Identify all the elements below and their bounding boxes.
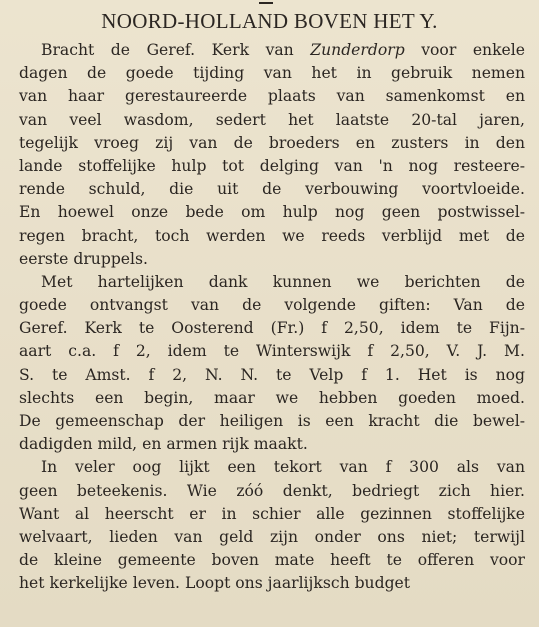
text-line: van veel wasdom, sedert het laatste 20-tal jaren, [19,110,525,129]
text-line: tegelijk vroeg zij van de broeders en zusters in den [19,133,525,152]
italic-place-name: Zunderdorp [310,41,405,59]
text-line: dagen de goede tijding van het in gebruik nemen [19,64,525,83]
text-line: Met hartelijken dank kunnen we berichten de [41,272,525,291]
article-heading: NOORD-HOLLAND BOVEN HET Y. [101,9,438,33]
text-line: slechts een begin, maar we hebben goeden moed. [19,388,525,407]
text-line: van haar gerestaureerde plaats van samenkomst en [19,87,525,106]
text-line: Want al heerscht er in schier alle gezinnen stoffelijke [19,504,525,523]
text-line: het kerkelijke leven. Loopt ons jaarlijksch budget [19,574,411,593]
text-line: Bracht de Geref. Kerk van Zunderdorp voor enkele [41,41,525,59]
text-line: Geref. Kerk te Oosterend (Fr.) f 2,50, idem te Fijn- [19,319,525,338]
text-line: de kleine gemeente boven mate heeft te offeren voor [19,551,525,570]
text-line: En hoewel onze bede om hulp nog geen postwissel- [19,203,525,222]
text-line: dadigden mild, en armen rijk maakt. [19,435,308,454]
section-rule [259,2,273,4]
text-line: In veler oog lijkt een tekort van f 300 als van [41,458,525,477]
text-line: welvaart, lieden van geld zijn onder ons niet; terwijl [19,527,525,546]
text-line: De gemeenschap der heiligen is een kracht die bewel- [19,412,525,430]
text-line: aart c.a. f 2, idem te Winterswijk f 2,50, V. J. M. [19,342,525,361]
text-line: lande stoffelijke hulp tot delging van 'n nog resteere- [19,156,525,175]
text-line: rende schuld, die uit de verbouwing voortvloeide. [19,180,525,199]
text-line: regen bracht, toch werden we reeds verblijd met de [19,226,525,245]
text-line: geen beteekenis. Wie zóó denkt, bedriegt zich hier. [19,481,525,500]
article-body [19,39,525,596]
text-line: S. te Amst. f 2, N. N. te Velp f 1. Het is nog [19,365,525,384]
text-line: goede ontvangst van de volgende giften: Van de [19,296,525,315]
text-line: eerste druppels. [19,249,148,268]
